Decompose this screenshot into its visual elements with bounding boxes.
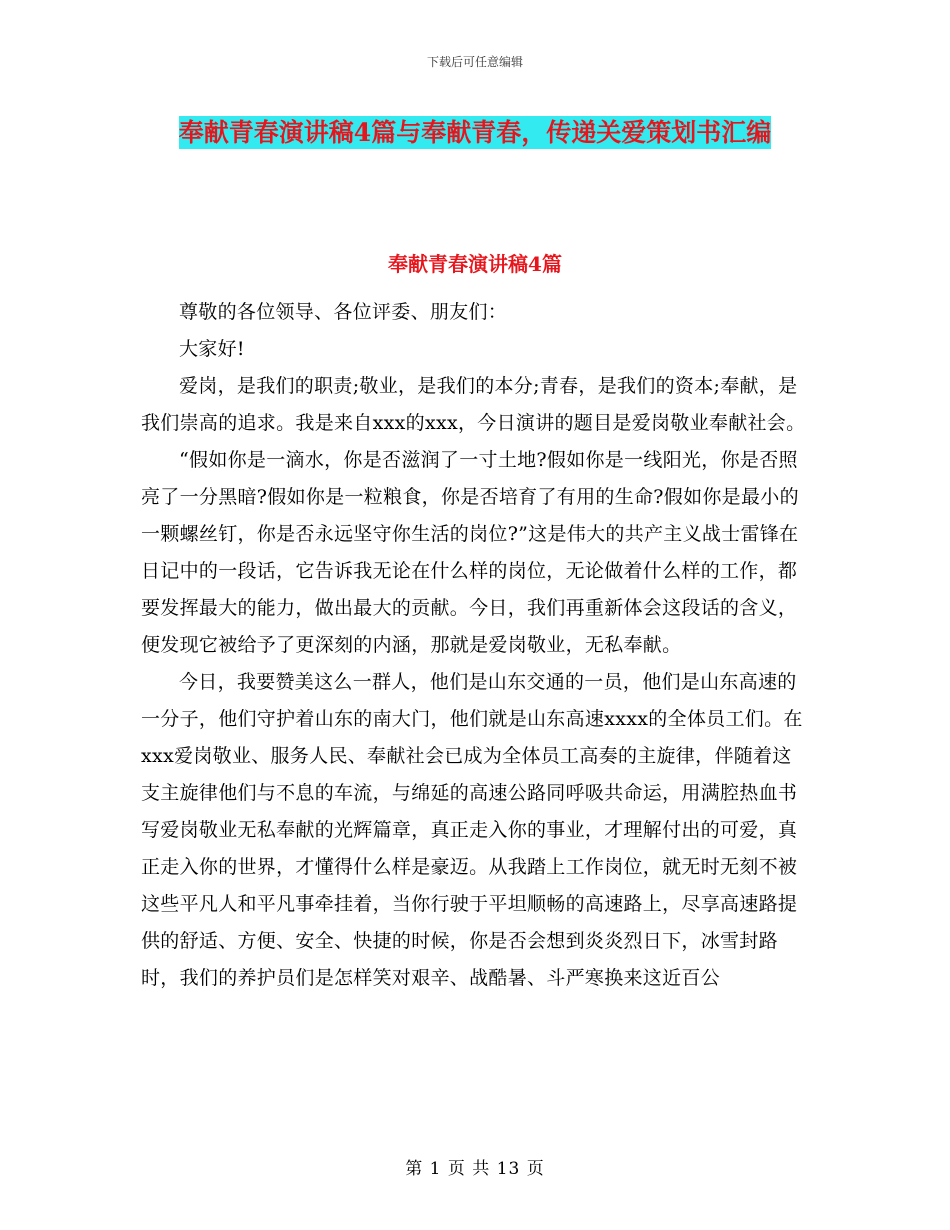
page-footer: 第 1 页 共 13 页 [405, 1159, 545, 1179]
paragraph-intro: 爱岗，是我们的职责;敬业，是我们的本分;青春，是我们的资本;奉献，是我们崇高的追求。我是来自xxx的xxx，今日演讲的题目是爱岗敬业奉献社会。 [141, 375, 806, 434]
document-body [141, 294, 809, 997]
paragraph-greeting: 大家好! [179, 338, 245, 360]
section-title: 奉献青春演讲稿4篇 [388, 252, 562, 276]
header-note: 下载后可任意编辑 [426, 55, 523, 69]
paragraph-praise: 今日，我要赞美这么一群人，他们是山东交通的一员，他们是山东高速的一分子，他们守护着山东的南大门，他们就是山东高速xxxx的全体员工们。在xxx爱岗敬业、服务人民、奉献社会已成为全体员工高奏的主旋律，伴随着这支主旋律他们与不息的车流，与绵延的高速公路同呼吸共命运，用满腔热血书写爱岗敬业无私奉献的光辉篇章，真正走入你的事业，才理解付出的可爱，真正走入你的世界，才懂得什么样是豪迈。从我踏上工作岗位，就无时无刻不被这些平凡人和平凡事牵挂着，当你行驶于平坦顺畅的高速路上，尽享高速路提供的舒适、方便、安全、快捷的时候，你是否会想到炎炎烈日下，冰雪封路时，我们的养护员们是怎样笑对艰辛、战酷暑、斗严寒换来这近百公 [141, 671, 803, 989]
paragraph-quote: “假如你是一滴水，你是否滋润了一寸土地?假如你是一线阳光，你是否照亮了一分黑暗?假如你是一粒粮食，你是否培育了有用的生命?假如你是最小的一颗螺丝钉，你是否永远坚守你生活的岗位?”这是伟大的共产主义战士雷锋在日记中的一段话，它告诉我无论在什么样的岗位，无论做着什么样的工作，都要发挥最大的能力，做出最大的贡献。今日，我们再重新体会这段话的含义，便发现它被给予了更深刻的内涵，那就是爱岗敬业，无私奉献。 [141, 449, 799, 656]
paragraph-salutation: 尊敬的各位领导、各位评委、朋友们： [179, 301, 508, 323]
document-title-text: 奉献青春演讲稿4篇与奉献青春，传递关爱策划书汇编 [178, 118, 772, 147]
document-title [150, 110, 800, 156]
